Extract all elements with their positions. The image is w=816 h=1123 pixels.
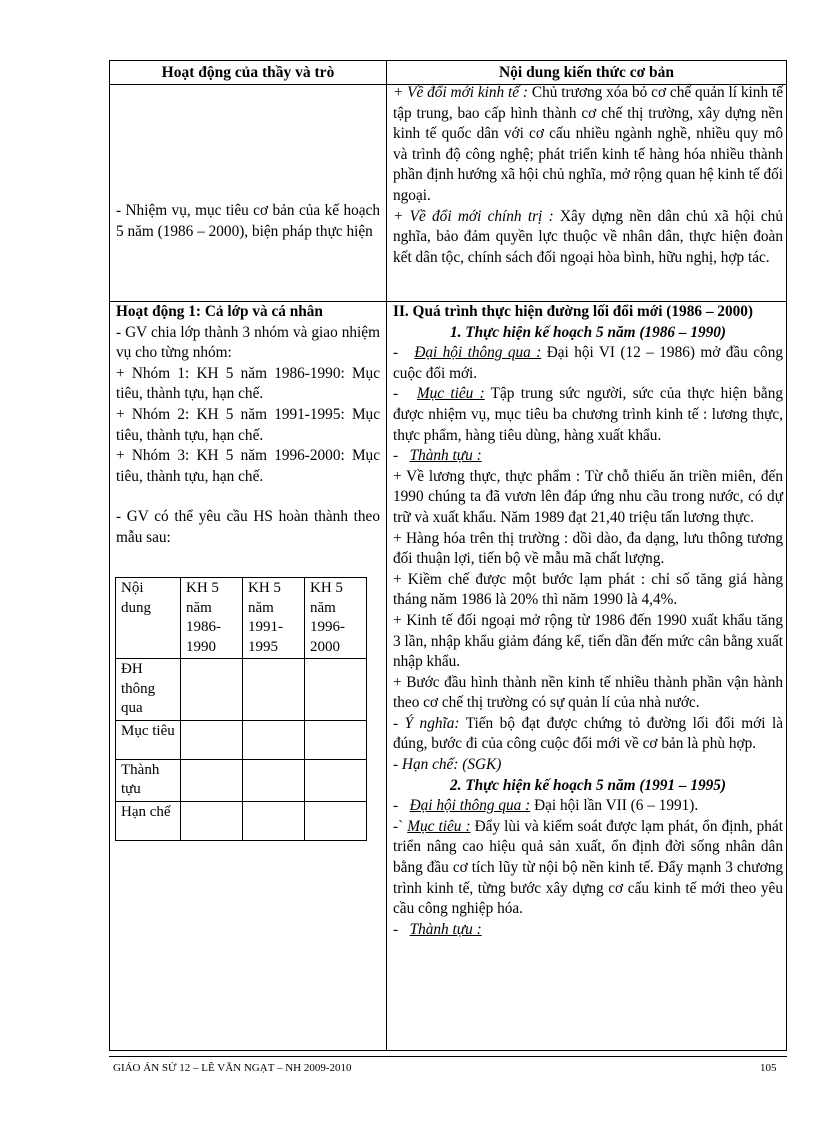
plan-1-significance: - Ý nghĩa: Tiến bộ đạt được chứng tỏ đường lối đổi mới là đúng, bước đi của công cuộc đổi mới về cơ bản là phù hợp.	[393, 714, 783, 753]
section-title: II. Quá trình thực hiện đường lối đổi mới (1986 – 2000)	[393, 303, 753, 320]
template-row-label: ĐH thông qua	[116, 659, 181, 721]
footer-title: GIÁO ÁN SỬ 12 – LÊ VĂN NGẠT – NH 2009-2010	[113, 1062, 352, 1074]
template-header-cell: KH 5 năm 1986-1990	[181, 578, 243, 659]
header-content: Nội dung kiến thức cơ bản	[386, 61, 787, 85]
template-header-cell: Nội dung	[116, 578, 181, 659]
template-row-label: Thành tựu	[116, 759, 181, 801]
row2-right	[393, 302, 783, 940]
lesson-table	[109, 60, 787, 1051]
template-row	[116, 659, 367, 721]
row1-right	[393, 83, 783, 268]
group-1: + Nhóm 1: KH 5 năm 1986-1990: Mục tiêu, thành tựu, hạn chế.	[116, 364, 380, 403]
template-table	[115, 577, 367, 841]
row2-left	[116, 302, 380, 549]
plan-2-congress: - Đại hội thông qua : Đại hội lần VII (6 – 1991).	[393, 797, 699, 815]
plan-2-achievements: - Thành tựu :	[393, 920, 482, 938]
plan-1-goal: - Mục tiêu : Tập trung sức người, sức của thực hiện bằng được nhiệm vụ, mục tiêu ba chương trình kinh tế : lương thực, thực phẩm, hàng tiêu dùng, hàng xuất khẩu.	[393, 385, 783, 444]
achievement-market: + Bước đầu hình thành nền kinh tế nhiều thành phần vận hành theo cơ chế thị trường có sự quản lí của nhà nước.	[393, 673, 783, 712]
plan-2-title: 2. Thực hiện kế hoạch 5 năm (1991 – 1995)	[449, 776, 727, 794]
plan-1-congress: - Đại hội thông qua : Đại hội VI (12 – 1986) mở đầu công cuộc đổi mới.	[393, 344, 783, 382]
plan-1-title: 1. Thực hiện kế hoạch 5 năm (1986 – 1990)	[449, 323, 727, 341]
group-3: + Nhóm 3: KH 5 năm 1996-2000: Mục tiêu, thành tựu, hạn chế.	[116, 447, 380, 485]
page-number: 105	[760, 1062, 777, 1074]
group-2: + Nhóm 2: KH 5 năm 1991-1995: Mục tiêu, thành tựu, hạn chế.	[116, 405, 380, 444]
achievement-inflation: + Kiềm chế được một bước lạm phát : chỉ số tăng giá hàng tháng năm 1986 là 20% thì năm 1990 là 4,4%.	[393, 570, 783, 609]
activity-request: - GV có thể yêu cầu HS hoàn thành theo mẫu sau:	[116, 508, 380, 546]
activity-title: Hoạt động 1: Cả lớp và cá nhân	[116, 303, 323, 320]
achievement-trade: + Kinh tế đối ngoại mở rộng từ 1986 đến 1990 xuất khẩu tăng 3 lần, nhập khẩu giảm đáng kể, tiến dần đến mức cân bằng xuất nhập khẩu.	[393, 611, 783, 671]
achievement-food: + Về lương thực, thực phẩm : Từ chỗ thiếu ăn triền miên, đến 1990 chúng ta đã vươn lên đáp ứng nhu cầu trong nước, có dự trữ và xuất khẩu. Năm 1989 đạt 21,40 triệu tấn lương thực.	[393, 467, 783, 526]
achievement-goods: + Hàng hóa trên thị trường : dồi dào, đa dạng, lưu thông tương đối thuận lợi, tiến bộ về mẫu mã chất lượng.	[393, 529, 783, 568]
template-row	[116, 720, 367, 759]
template-header-row	[116, 578, 367, 659]
plan-2-goal: -` Mục tiêu : Đẩy lùi và kiểm soát được lạm phát, ổn định, phát triển nâng cao hiệu quả sản xuất, ổn định đời sống nhân dân bằng đầu cơ tích lũy từ nội bộ nền kinh tế. Đẩy mạnh 3 chương trình kinh tế, từng bước xây dựng cơ cấu kinh tế mới theo yêu cầu công nghiệp hóa.	[393, 817, 783, 918]
footer-rule	[109, 1056, 787, 1057]
plan-1-achievements: - Thành tựu :	[393, 447, 482, 465]
row1-left-text: - Nhiệm vụ, mục tiêu cơ bản của kế hoạch 5 năm (1986 – 2000), biện pháp thực hiện	[116, 202, 380, 240]
template-row	[116, 759, 367, 801]
template-row-label: Mục tiêu	[116, 720, 181, 759]
economic-reform: + Về đổi mới kinh tế : Chủ trương xóa bỏ cơ chế quản lí kinh tế tập trung, bao cấp hình thành cơ chế thị trường, xây dựng nền kinh tế quốc dân với cơ cấu nhiều ngành nghề, nhiều quy mô và trình độ công nghệ; phát triển kinh tế hàng hóa nhiều thành phần định hướng xã hội chủ nghĩa, mở rộng quan hệ kinh tế đối ngoại.	[393, 84, 783, 204]
template-header-cell: KH 5 năm 1996-2000	[305, 578, 367, 659]
template-header-cell: KH 5 năm 1991-1995	[243, 578, 305, 659]
activity-intro: - GV chia lớp thành 3 nhóm và giao nhiệm vụ cho từng nhóm:	[116, 323, 380, 362]
plan-1-limits: - Hạn chế: (SGK)	[393, 756, 502, 774]
header-activities: Hoạt động của thầy và trò	[110, 61, 386, 85]
template-row-label: Hạn chế	[116, 801, 181, 840]
template-row	[116, 801, 367, 840]
column-divider	[386, 61, 387, 1050]
political-reform: + Về đổi mới chính trị : Xây dựng nền dân chủ xã hội chủ nghĩa, bảo đảm quyền lực thuộc về nhân dân, thực hiện đoàn kết dân tộc, chính sách đối ngoại hòa bình, hữu nghị, hợp tác.	[393, 207, 783, 266]
